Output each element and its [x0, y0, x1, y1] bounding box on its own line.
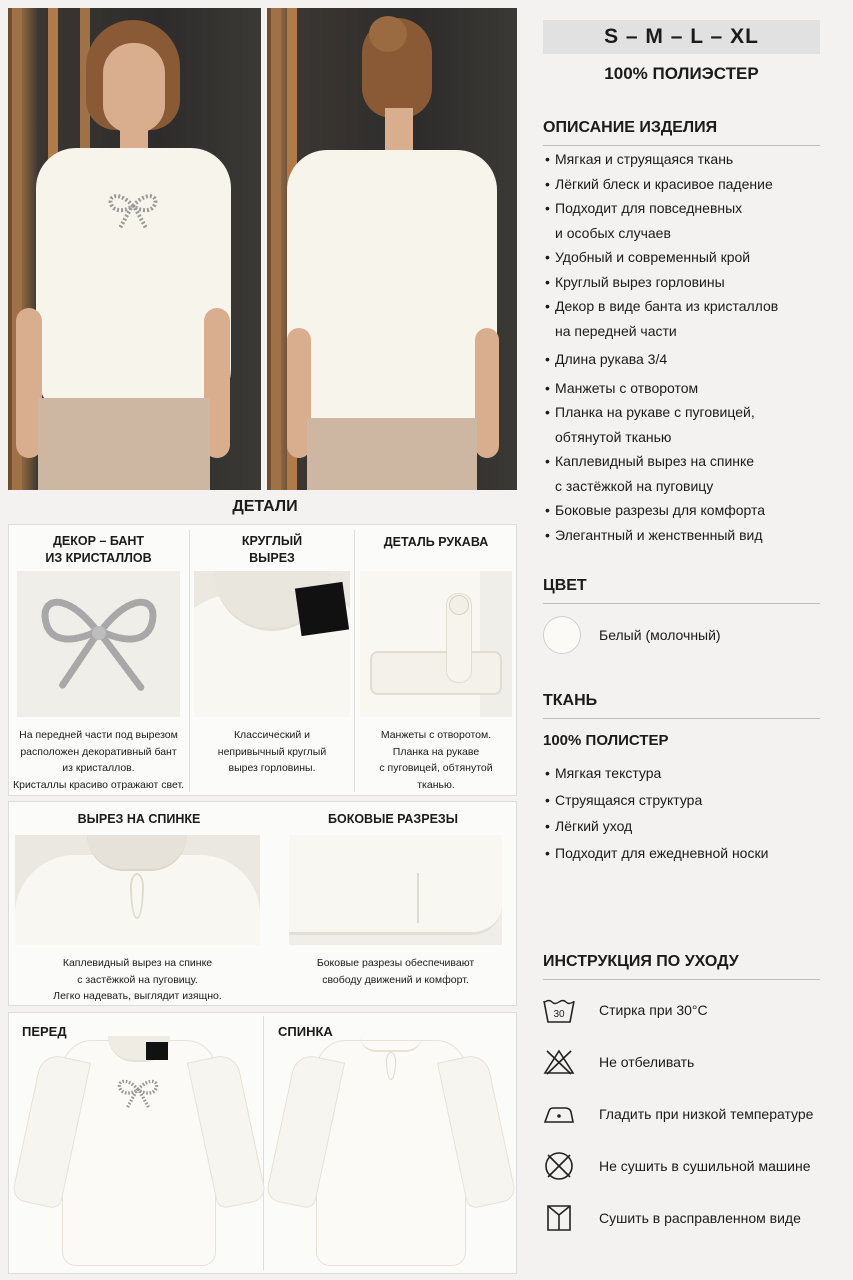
bow-caption: ДЕКОР – БАНТ ИЗ КРИСТАЛЛОВ	[45, 534, 152, 565]
bow-brooch-icon	[104, 188, 162, 230]
fabric-composition: 100% ПОЛИСТЕР	[543, 732, 669, 749]
list-item: с застёжкой на пуговицу	[555, 477, 714, 494]
color-value: Белый (молочный)	[599, 627, 721, 643]
care-title: ИНСТРУКЦИЯ ПО УХОДУ	[543, 953, 820, 980]
front-model-photo	[8, 8, 261, 490]
list-item: • Подходит для повседневных	[545, 196, 835, 221]
care-row-dry	[543, 1150, 843, 1182]
care-row-flat	[543, 1202, 843, 1234]
care-text: Не отбеливать	[599, 1054, 695, 1070]
size-range: S – M – L – XL	[543, 20, 820, 54]
list-item: • Лёгкий блеск и красивое падение	[545, 172, 835, 197]
svg-text:30: 30	[553, 1009, 565, 1020]
list-item: • Лёгкий уход	[545, 813, 835, 840]
description-list	[545, 147, 835, 547]
fabric-list	[545, 760, 835, 866]
list-item: • Круглый вырез горловины	[545, 270, 835, 295]
iron-low-icon	[543, 1098, 575, 1130]
back-view-label: СПИНКА	[278, 1024, 333, 1039]
list-item: на передней части	[555, 322, 677, 339]
list-item: • Манжеты с отворотом	[545, 376, 835, 401]
list-item: и особых случаев	[555, 224, 671, 241]
color-swatch	[543, 616, 581, 654]
care-text: Стирка при 30°C	[599, 1002, 708, 1018]
care-text: Сушить в расправленном виде	[599, 1210, 801, 1226]
list-item: • Подходит для ежедневной носки	[545, 840, 835, 867]
back-caption: ВЫРЕЗ НА СПИНКЕ	[77, 812, 201, 826]
back-keyhole-image	[15, 835, 260, 945]
slits-description: Боковые разрезы обеспечивают свободу движений и комфорт.	[316, 957, 475, 986]
list-item: • Элегантный и женственный вид	[545, 523, 835, 548]
list-item: • Декор в виде банта из кристаллов	[545, 294, 835, 319]
crystal-bow-icon	[17, 571, 180, 717]
dry-flat-icon	[543, 1202, 575, 1234]
fabric-title: ТКАНЬ	[543, 692, 820, 719]
list-item: • Струящаяся структура	[545, 787, 835, 814]
front-flat-blouse	[26, 1036, 252, 1270]
description-title: ОПИСАНИЕ ИЗДЕЛИЯ	[543, 119, 820, 146]
material-headline: 100% ПОЛИЭСТЕР	[604, 64, 759, 83]
sleeve-detail-image	[360, 571, 512, 717]
back-model-photo	[267, 8, 517, 490]
list-item: • Мягкая и струящаяся ткань	[545, 147, 835, 172]
list-item: • Планка на рукаве с пуговицей,	[545, 400, 835, 425]
care-text: Гладить при низкой температуре	[599, 1106, 814, 1122]
list-item: • Боковые разрезы для комфорта	[545, 498, 835, 523]
care-text: Не сушить в сушильной машине	[599, 1158, 811, 1174]
back-flat-blouse	[280, 1036, 502, 1270]
bow-description: На передней части под вырезом расположен декоративный бант из кристаллов. Кристаллы красиво отражают свет.	[12, 729, 185, 791]
neck-caption: КРУГЛЫЙ ВЫРЕЗ	[241, 534, 303, 565]
no-bleach-icon	[543, 1046, 575, 1078]
details-title: ДЕТАЛИ	[232, 498, 298, 515]
list-item: обтянутой тканью	[555, 428, 672, 445]
bow-detail-image	[17, 571, 180, 717]
list-item: • Каплевидный вырез на спинке	[545, 449, 835, 474]
color-title: ЦВЕТ	[543, 577, 820, 604]
sleeve-caption: ДЕТАЛЬ РУКАВА	[383, 535, 489, 549]
wash-30-icon	[543, 994, 575, 1026]
list-item: • Мягкая текстура	[545, 760, 835, 787]
no-tumble-dry-icon	[543, 1150, 575, 1182]
care-row-bleach	[543, 1046, 843, 1078]
slits-caption: БОКОВЫЕ РАЗРЕЗЫ	[328, 812, 458, 826]
neck-description: Классический и непривычный круглый вырез горловины.	[217, 729, 327, 774]
back-description: Каплевидный вырез на спинке с застёжкой на пуговицу. Легко надевать, выглядит изящно.	[53, 957, 222, 1002]
sleeve-description: Манжеты с отворотом. Планка на рукаве с пуговицей, обтянутой тканью.	[379, 729, 493, 791]
care-row-wash	[543, 994, 843, 1026]
list-item: • Длина рукава 3/4	[545, 347, 835, 372]
care-row-iron	[543, 1098, 843, 1130]
list-item: • Удобный и современный крой	[545, 245, 835, 270]
neckline-detail-image	[194, 571, 350, 717]
front-view-label: ПЕРЕД	[22, 1024, 67, 1039]
side-slit-image	[289, 835, 502, 945]
